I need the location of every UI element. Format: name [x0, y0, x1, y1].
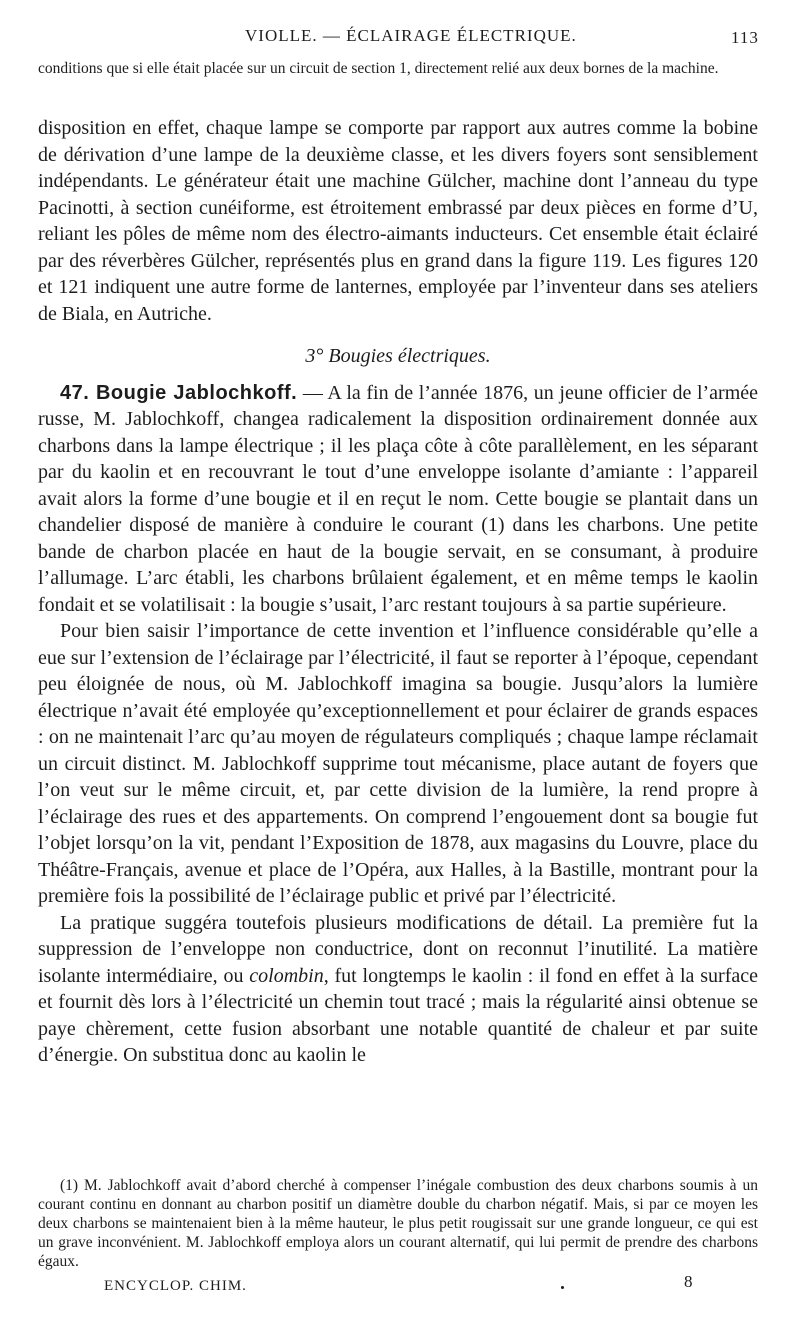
paragraph-modifications-end: , fut longtemps le kaolin : il fond en effet à la surface et fournit dès lors à l’électricité un chemin tout tracé ; mais la régularité ainsi obtenue se paye chèrement, cette fusion absorbant une notable quantité de chaleur et par suite d’énergie. On substitua donc au kaolin le	[38, 964, 758, 1066]
signature-mark: 8	[684, 1272, 693, 1291]
paragraph-modifications-start: La pratique suggéra toutefois plusieurs modifications de détail. La première fut la suppression de l’enveloppe non conductrice, dont on reconnut l’inutilité. La matière isolante intermédiaire, ou	[38, 911, 758, 987]
running-title: VIOLLE. — ÉCLAIRAGE ÉLECTRIQUE.	[245, 26, 577, 45]
colombin-term: colombin	[249, 964, 324, 987]
main-text	[38, 115, 758, 1069]
paragraph-importance: Pour bien saisir l’importance de cette invention et l’influence considérable qu’elle a eue sur l’extension de l’éclairage par l’électricité, il faut se reporter à l’époque, cependant peu éloignée de nous, où M. Jablochkoff imagina sa bougie. Jusqu’alors la lumière électrique n’avait été employée qu’exceptionnellement et pour éclairer de grands espaces : on ne maintenait l’arc qu’au moyen de régulateurs compliqués ; chaque lampe réclamait un circuit distinct. M. Jablochkoff supprime tout mécanisme, place autant de foyers que l’on veut sur le même circuit, et, par cette division de la lumière, la rend propre à l’éclairage des rues et des appartements. On comprend l’engouement dont sa bougie fut l’objet lorsqu’on la vit, pendant l’Exposition de 1878, aux magasins du Louvre, place du Théâtre-Français, avenue et place de l’Opéra, aux Halles, à la Bastille, montrant pour la première fois la possibilité de l’éclairage public et privé par l’électricité.	[38, 620, 758, 907]
paragraph-modifications	[38, 910, 758, 1069]
signature-label: ENCYCLOP. CHIM.	[104, 1278, 247, 1294]
signature-dot	[561, 1286, 564, 1289]
footnote-text: (1) M. Jablochkoff avait d’abord cherché à compenser l’inégale combustion des deux charbons soumis à un courant continu en donnant au charbon positif un diamètre double du charbon négatif. Mais, si par ce moyen les deux charbons se maintenaient bien à la même hauteur, le plus petit rougissait sur une grande longueur, ce qui est un grave inconvénient. M. Jablochkoff employa alors un courant alternatif, qui lui permit de prendre des charbons égaux.	[38, 1177, 758, 1270]
paragraph-jablochkoff	[38, 380, 758, 619]
paragraph-jablochkoff-text: — A la fin de l’année 1876, un jeune officier de l’armée russe, M. Jablochkoff, changea radicalement la disposition ordinairement donnée aux charbons dans la lampe électrique ; il les plaça côte à côte parallèlement, en les séparant par du kaolin et en recouvrant le tout d’une enveloppe isolante d’amiante : l’appareil avait alors la forme d’une bougie et il en reçut le nom. Cette bougie se plantait dans un chandelier disposé de manière à conduire le courant (1) dans les charbons. Une petite bande de charbon placée en haut de la bougie servait, en se consumant, à produire l’allumage. L’arc établi, les charbons brûlaient également, et en même temps le kaolin fondait et se volatilisait : la bougie s’usait, l’arc restant toujours à sa partie supérieure.	[38, 381, 759, 616]
run-in-heading: 47. Bougie Jablochkoff.	[60, 381, 298, 404]
footnote-continuation: conditions que si elle était placée sur un circuit de section 1, directement relié aux deux bornes de la machine.	[38, 60, 719, 77]
footnote	[38, 1176, 758, 1271]
running-head	[0, 26, 800, 50]
paragraph-gulcher: disposition en effet, chaque lampe se comporte par rapport aux autres comme la bobine de dérivation d’une lampe de la deuxième classe, et les divers foyers sont sensiblement indépendants. Le générateur était une machine Gülcher, machine dont l’anneau du type Pacinotti, à section cunéiforme, est étroitement embrassé par deux pièces en forme d’U, reliant les pôles de même nom des électro-aimants inducteurs. Cet ensemble était éclairé par des réverbères Gülcher, représentés plus en grand dans la figure 119. Les figures 120 et 121 indiquent une autre forme de lanternes, employée par l’inventeur dans ses ateliers de Biala, en Autriche.	[38, 117, 758, 325]
section-heading: 3° Bougies électriques.	[305, 345, 491, 367]
page-number: 113	[731, 28, 759, 47]
